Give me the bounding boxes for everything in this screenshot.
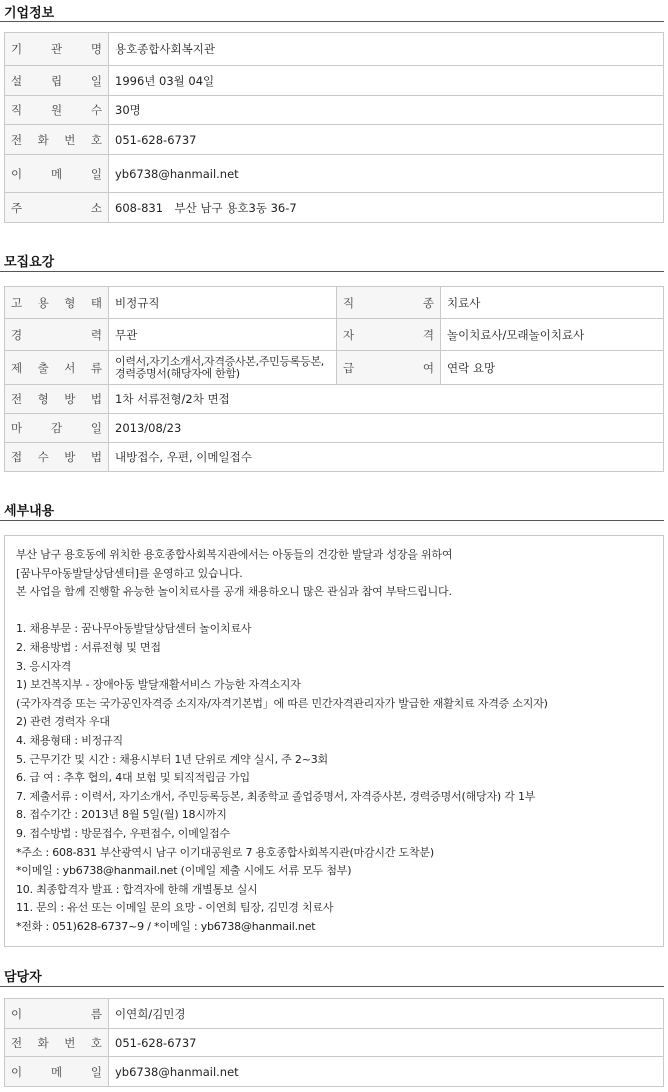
- recruit-section-title: 모집요강: [4, 255, 55, 270]
- row-label: [5, 1057, 109, 1087]
- row-label-text: 전 화 번 호: [11, 132, 102, 147]
- address-value: 608-831 부산 남구 용호3동 36-7: [109, 193, 664, 223]
- table-row: [5, 193, 664, 223]
- selection-value: 1차 서류전형/2차 면접: [109, 385, 664, 414]
- company-section-title: 기업정보: [4, 6, 55, 21]
- employment-type-value: 비정규직: [109, 287, 337, 319]
- company-info-table: [4, 32, 664, 223]
- detail-line: 5. 근무기간 및 시간 : 채용시부터 1년 단위로 계약 실시, 주 2~3회: [16, 752, 328, 766]
- row-label: [5, 125, 109, 155]
- row-label-text: 주 소: [11, 200, 102, 215]
- recruit-section-rule: [0, 271, 664, 272]
- qualification-value: 놀이치료사/모래놀이치료사: [441, 319, 664, 351]
- detail-line: 1. 채용부문 : 꿈나무아동발달상담센터 놀이치료사: [16, 622, 252, 636]
- table-row: [5, 287, 664, 319]
- row-label-text: 제 출 서 류: [11, 360, 102, 375]
- table-row: [5, 319, 664, 351]
- details-box: [4, 535, 664, 947]
- table-row: [5, 125, 664, 155]
- detail-line: 7. 제출서류 : 이력서, 자기소개서, 주민등록등본, 최종학교 졸업증명서, 자격증사본, 경력증명서(해당자) 각 1부: [16, 789, 536, 803]
- table-row: [5, 1029, 664, 1057]
- table-row: [5, 66, 664, 96]
- detail-line: 부산 남구 용호동에 위치한 용호종합사회복지관에서는 아동들의 건강한 발달과 성장을 위하여: [16, 548, 453, 561]
- contact-email-value: yb6738@hanmail.net: [109, 1057, 664, 1087]
- row-label: [5, 155, 109, 193]
- detail-line: 1) 보건복지부 - 장애아동 발달재활서비스 가능한 자격소지자: [16, 678, 301, 692]
- row-label-text: 고 용 형 태: [11, 295, 102, 310]
- row-label: [337, 287, 441, 319]
- row-label: [5, 351, 109, 385]
- founded-value: 1996년 03월 04일: [109, 66, 664, 96]
- contact-name-value: 이연희/김민경: [109, 999, 664, 1029]
- details-section-title: 세부내용: [4, 504, 55, 519]
- row-label: [5, 385, 109, 414]
- detail-line: (국가자격증 또는 국가공인자격증 소지자/자격기본법」에 따른 민간자격관리자가 발급한 재활치료 자격증 소지자): [16, 696, 548, 710]
- detail-line: 2) 관련 경력자 우대: [16, 715, 110, 729]
- table-row: [5, 96, 664, 125]
- table-row: [5, 414, 664, 443]
- email-value: yb6738@hanmail.net: [109, 155, 664, 193]
- row-label-text: 전 화 번 호: [11, 1035, 102, 1050]
- table-row: [5, 1057, 664, 1087]
- experience-value: 무관: [109, 319, 337, 351]
- contact-section-title: 담당자: [4, 970, 42, 985]
- staff-count-value: 30명: [109, 96, 664, 125]
- detail-line: 3. 응시자격: [16, 659, 72, 673]
- row-label: [5, 287, 109, 319]
- documents-value: 이력서,자기소개서,자격증사본,주민등록등본,경력증명서(해당자에 한함): [109, 351, 337, 385]
- detail-line: [16, 602, 663, 621]
- job-type-value: 치료사: [441, 287, 664, 319]
- row-label: [5, 66, 109, 96]
- row-label: [5, 319, 109, 351]
- detail-line: [꿈나무아동발달상담센터]를 운영하고 있습니다.: [16, 566, 243, 580]
- salary-value: 연락 요망: [441, 351, 664, 385]
- row-label-text: 기 관 명: [11, 42, 102, 56]
- row-label: [5, 414, 109, 443]
- row-label-text: 전 형 방 법: [11, 392, 102, 406]
- row-label-text: 직 원 수: [11, 103, 102, 117]
- row-label: [5, 193, 109, 223]
- row-label-text: 경 력: [11, 327, 102, 342]
- detail-line: 11. 문의 : 유선 또는 이메일 문의 요망 - 이연희 팀장, 김민경 치료사: [16, 901, 334, 915]
- table-row: [5, 999, 664, 1029]
- row-label-text: 설 립 일: [11, 73, 102, 88]
- recruit-info-table: [4, 286, 664, 472]
- row-label-text: 접 수 방 법: [11, 450, 102, 464]
- row-label-text: 이 메 일: [11, 1064, 102, 1079]
- row-label: [5, 96, 109, 125]
- row-label: [337, 319, 441, 351]
- row-label-text: 직 종: [343, 295, 434, 310]
- deadline-value: 2013/08/23: [109, 414, 664, 443]
- phone-value: 051-628-6737: [109, 125, 664, 155]
- detail-line: *전화 : 051)628-6737~9 / *이메일 : yb6738@hanmail.net: [16, 919, 316, 933]
- row-label: [5, 999, 109, 1029]
- row-label: [5, 443, 109, 472]
- row-label-text: 이 름: [11, 1006, 102, 1021]
- method-value: 내방접수, 우편, 이메일접수: [109, 443, 664, 472]
- table-row: [5, 443, 664, 472]
- table-row: [5, 351, 664, 385]
- org-name-value: 용호종합사회복지관: [109, 33, 664, 66]
- contact-info-table: [4, 998, 664, 1087]
- detail-line: *이메일 : yb6738@hanmail.net (이메일 제출 시에도 서류 모두 첨부): [16, 864, 352, 878]
- details-section-rule: [0, 520, 664, 521]
- detail-line: 9. 접수방법 : 방문접수, 우편접수, 이메일접수: [16, 826, 230, 840]
- row-label: [337, 351, 441, 385]
- detail-line: 2. 채용방법 : 서류전형 및 면접: [16, 640, 161, 654]
- row-label: [5, 33, 109, 66]
- row-label-text: 이 메 일: [11, 166, 102, 181]
- row-label-text: 자 격: [343, 327, 434, 342]
- contact-phone-value: 051-628-6737: [109, 1029, 664, 1057]
- row-label-text: 급 여: [343, 360, 434, 375]
- detail-line: 4. 채용형태 : 비정규직: [16, 733, 123, 747]
- row-label: [5, 1029, 109, 1057]
- contact-section-rule: [0, 986, 664, 987]
- detail-line: 10. 최종합격자 발표 : 합격자에 한해 개별통보 실시: [16, 882, 258, 896]
- detail-line: 6. 급 여 : 추후 협의, 4대 보험 및 퇴직적립금 가입: [16, 771, 250, 785]
- row-label-text: 마 감 일: [11, 421, 102, 435]
- detail-line: *주소 : 608-831 부산광역시 남구 이기대공원로 7 용호종합사회복지관(마감시간 도착분): [16, 845, 434, 859]
- detail-line: 본 사업을 함께 진행할 유능한 놀이치료사를 공개 채용하오니 많은 관심과 참여 부탁드립니다.: [16, 585, 452, 599]
- table-row: [5, 33, 664, 66]
- table-row: [5, 155, 664, 193]
- company-section-rule: [0, 21, 664, 22]
- table-row: [5, 385, 664, 414]
- detail-line: 8. 접수기간 : 2013년 8월 5일(월) 18시까지: [16, 808, 227, 822]
